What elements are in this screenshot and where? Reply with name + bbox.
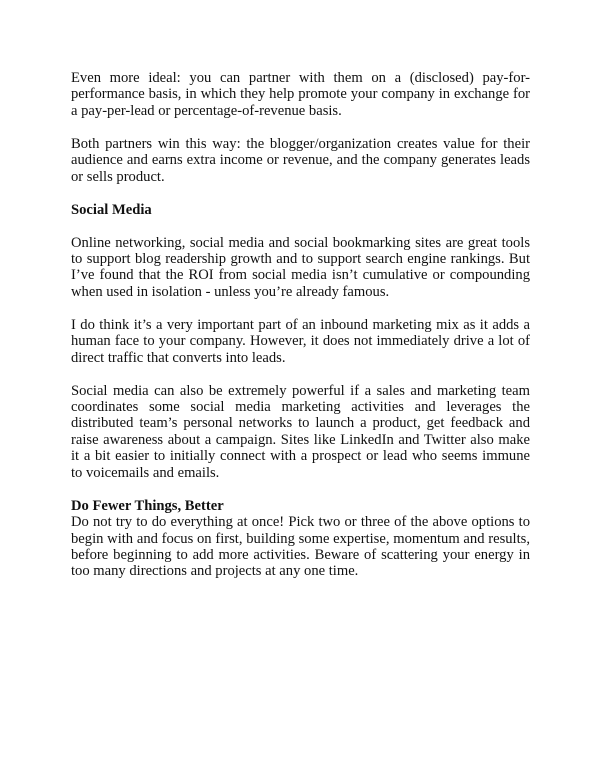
document-page	[71, 70, 530, 596]
paragraph-do-not-try-everything: Do not try to do everything at once! Pick two or three of the above options to begin with and focus on first, building some expertise, momentum and results, before beginning to add more activities. Beware of scattering your energy in too many directions and projects at any one time.	[71, 514, 530, 580]
paragraph-pay-for-performance: Even more ideal: you can partner with them on a (disclosed) pay-for-performance basis, in which they help promote your company in exchange for a pay-per-lead or percentage-of-revenue basis.	[71, 70, 530, 119]
paragraph-online-networking: Online networking, social media and social bookmarking sites are great tools to support blog readership growth and to support search engine rankings. But I’ve found that the ROI from social media isn’t cumulative or compounding when used in isolation - unless you’re already famous.	[71, 234, 530, 300]
paragraph-both-partners-win: Both partners win this way: the blogger/organization creates value for their audience and earns extra income or revenue, and the company generates leads or sells product.	[71, 135, 530, 185]
heading-do-fewer-things: Do Fewer Things, Better	[71, 497, 224, 514]
paragraph-social-media-powerful: Social media can also be extremely powerful if a sales and marketing team coordinates some social media marketing activities and leverages the distributed team’s personal networks to launch a product, get feedback and raise awareness about a campaign. Sites like LinkedIn and Twitter also make it a bit easier to initially connect with a prospect or lead who seems immune to voicemails and emails.	[71, 382, 530, 481]
paragraph-inbound-marketing-mix: I do think it’s a very important part of an inbound marketing mix as it adds a human face to your company. However, it does not immediately drive a lot of direct traffic that converts into leads.	[71, 316, 530, 366]
heading-social-media: Social Media	[71, 201, 152, 218]
